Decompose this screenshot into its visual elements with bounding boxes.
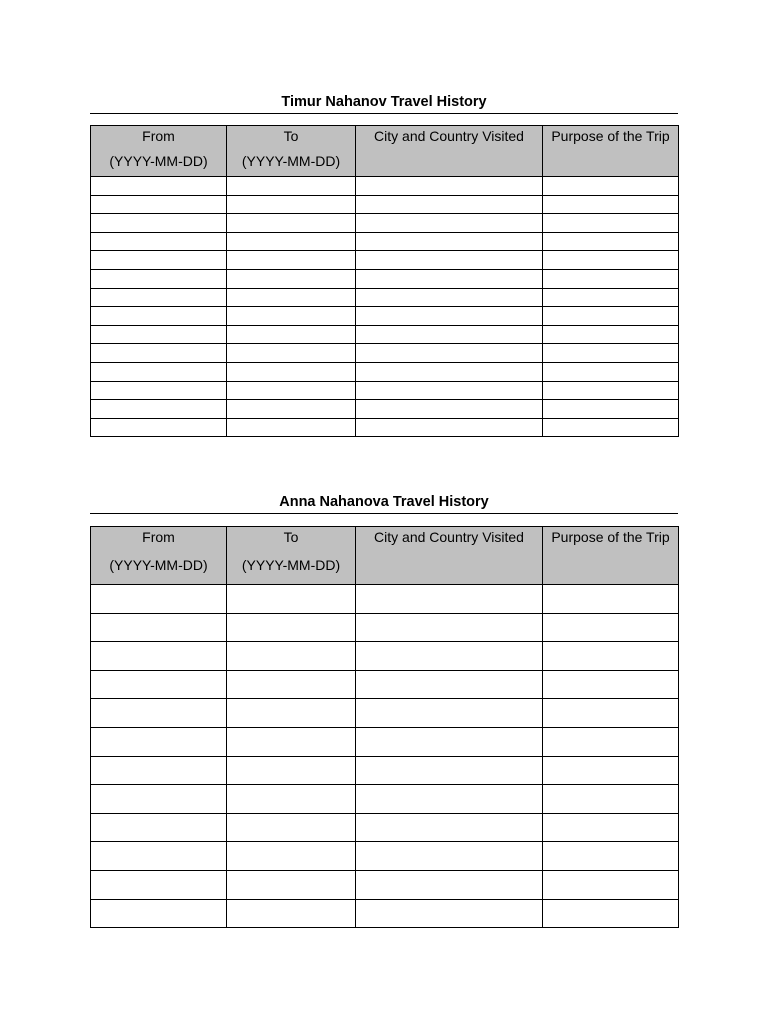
column-header-label: From: [142, 128, 175, 144]
cell-from[interactable]: [91, 418, 227, 437]
cell-to[interactable]: [227, 288, 356, 307]
cell-to[interactable]: [227, 870, 356, 899]
cell-city-country[interactable]: [356, 362, 543, 381]
cell-from[interactable]: [91, 325, 227, 344]
table-row: [91, 418, 679, 437]
column-header-from: [91, 527, 227, 585]
table-row: [91, 613, 679, 642]
column-header-from: [91, 126, 227, 177]
travel-history-table: [90, 526, 679, 928]
cell-purpose[interactable]: [543, 899, 679, 928]
cell-purpose[interactable]: [543, 214, 679, 233]
cell-from[interactable]: [91, 670, 227, 699]
cell-to[interactable]: [227, 195, 356, 214]
cell-purpose[interactable]: [543, 418, 679, 437]
cell-purpose[interactable]: [543, 813, 679, 842]
column-header-city-country: [356, 126, 543, 177]
column-header-format: (YYYY-MM-DD): [109, 557, 208, 573]
cell-from[interactable]: [91, 177, 227, 196]
cell-purpose[interactable]: [543, 870, 679, 899]
cell-purpose[interactable]: [543, 269, 679, 288]
cell-to[interactable]: [227, 362, 356, 381]
cell-city-country[interactable]: [356, 288, 543, 307]
cell-city-country[interactable]: [356, 381, 543, 400]
cell-city-country[interactable]: [356, 344, 543, 363]
column-header-format: (YYYY-MM-DD): [241, 557, 341, 573]
cell-city-country[interactable]: [356, 727, 543, 756]
cell-to[interactable]: [227, 214, 356, 233]
cell-from[interactable]: [91, 400, 227, 419]
cell-to[interactable]: [227, 232, 356, 251]
cell-from[interactable]: [91, 251, 227, 270]
table-row: [91, 232, 679, 251]
cell-from[interactable]: [91, 813, 227, 842]
cell-to[interactable]: [227, 177, 356, 196]
cell-from[interactable]: [91, 870, 227, 899]
section-title: Timur Nahanov Travel History: [90, 93, 678, 114]
cell-city-country[interactable]: [356, 177, 543, 196]
cell-city-country[interactable]: [356, 842, 543, 871]
column-header-label: To: [283, 529, 299, 545]
table-row: [91, 381, 679, 400]
table-row: [91, 642, 679, 671]
cell-purpose[interactable]: [543, 400, 679, 419]
cell-from[interactable]: [91, 642, 227, 671]
column-header-to: [227, 527, 356, 585]
cell-from[interactable]: [91, 842, 227, 871]
cell-purpose[interactable]: [543, 785, 679, 814]
cell-from[interactable]: [91, 362, 227, 381]
cell-to[interactable]: [227, 842, 356, 871]
cell-city-country[interactable]: [356, 195, 543, 214]
cell-to[interactable]: [227, 756, 356, 785]
cell-purpose[interactable]: [543, 177, 679, 196]
cell-to[interactable]: [227, 344, 356, 363]
table-row: [91, 400, 679, 419]
cell-city-country[interactable]: [356, 756, 543, 785]
table-row: [91, 177, 679, 196]
table-row: [91, 899, 679, 928]
cell-to[interactable]: [227, 418, 356, 437]
cell-from[interactable]: [91, 756, 227, 785]
cell-from[interactable]: [91, 381, 227, 400]
cell-purpose[interactable]: [543, 344, 679, 363]
table-row: [91, 870, 679, 899]
cell-from[interactable]: [91, 727, 227, 756]
cell-to[interactable]: [227, 307, 356, 326]
column-header-label: Purpose of the Trip: [551, 529, 670, 545]
travel-history-section-timur: [90, 93, 678, 437]
cell-city-country[interactable]: [356, 642, 543, 671]
travel-history-section-anna: [90, 493, 678, 928]
cell-from[interactable]: [91, 214, 227, 233]
cell-to[interactable]: [227, 381, 356, 400]
cell-purpose[interactable]: [543, 613, 679, 642]
cell-city-country[interactable]: [356, 813, 543, 842]
cell-to[interactable]: [227, 642, 356, 671]
column-header-label: City and Country Visited: [374, 529, 524, 545]
cell-city-country[interactable]: [356, 214, 543, 233]
section-title: Anna Nahanova Travel History: [90, 493, 678, 514]
column-header-purpose: [543, 126, 679, 177]
column-header-purpose: [543, 527, 679, 585]
travel-history-table: [90, 125, 679, 437]
cell-city-country[interactable]: [356, 325, 543, 344]
cell-to[interactable]: [227, 585, 356, 614]
column-header-label: To: [283, 128, 299, 144]
cell-purpose[interactable]: [543, 325, 679, 344]
table-row: [91, 325, 679, 344]
cell-city-country[interactable]: [356, 613, 543, 642]
column-header-label: Purpose of the Trip: [551, 128, 670, 144]
column-header-format: (YYYY-MM-DD): [109, 153, 208, 169]
cell-to[interactable]: [227, 269, 356, 288]
table-row: [91, 785, 679, 814]
column-header-label: From: [142, 529, 175, 545]
cell-to[interactable]: [227, 325, 356, 344]
table-row: [91, 344, 679, 363]
cell-from[interactable]: [91, 288, 227, 307]
cell-purpose[interactable]: [543, 381, 679, 400]
cell-purpose[interactable]: [543, 362, 679, 381]
table-row: [91, 288, 679, 307]
cell-purpose[interactable]: [543, 232, 679, 251]
cell-to[interactable]: [227, 813, 356, 842]
cell-purpose[interactable]: [543, 642, 679, 671]
cell-city-country[interactable]: [356, 870, 543, 899]
table-body: [91, 177, 679, 437]
table-row: [91, 214, 679, 233]
cell-to[interactable]: [227, 899, 356, 928]
table-row: [91, 585, 679, 614]
cell-purpose[interactable]: [543, 251, 679, 270]
cell-purpose[interactable]: [543, 727, 679, 756]
table-header-row: [91, 126, 679, 177]
cell-to[interactable]: [227, 785, 356, 814]
cell-city-country[interactable]: [356, 269, 543, 288]
cell-from[interactable]: [91, 699, 227, 728]
column-header-format: (YYYY-MM-DD): [241, 153, 341, 169]
column-header-city-country: [356, 527, 543, 585]
table-row: [91, 195, 679, 214]
cell-to[interactable]: [227, 727, 356, 756]
table-row: [91, 307, 679, 326]
cell-from[interactable]: [91, 307, 227, 326]
table-row: [91, 813, 679, 842]
cell-from[interactable]: [91, 585, 227, 614]
cell-from[interactable]: [91, 344, 227, 363]
cell-city-country[interactable]: [356, 400, 543, 419]
cell-to[interactable]: [227, 613, 356, 642]
cell-city-country[interactable]: [356, 418, 543, 437]
cell-from[interactable]: [91, 899, 227, 928]
table-row: [91, 842, 679, 871]
column-header-label: City and Country Visited: [374, 128, 524, 144]
cell-from[interactable]: [91, 613, 227, 642]
column-header-to: [227, 126, 356, 177]
cell-to[interactable]: [227, 699, 356, 728]
table-row: [91, 670, 679, 699]
cell-purpose[interactable]: [543, 756, 679, 785]
cell-purpose[interactable]: [543, 195, 679, 214]
cell-from[interactable]: [91, 269, 227, 288]
cell-city-country[interactable]: [356, 785, 543, 814]
cell-purpose[interactable]: [543, 670, 679, 699]
cell-from[interactable]: [91, 785, 227, 814]
cell-to[interactable]: [227, 251, 356, 270]
table-row: [91, 269, 679, 288]
table-header-row: [91, 527, 679, 585]
cell-purpose[interactable]: [543, 585, 679, 614]
cell-purpose[interactable]: [543, 842, 679, 871]
cell-city-country[interactable]: [356, 251, 543, 270]
cell-city-country[interactable]: [356, 307, 543, 326]
table-row: [91, 699, 679, 728]
cell-purpose[interactable]: [543, 699, 679, 728]
cell-from[interactable]: [91, 232, 227, 251]
cell-city-country[interactable]: [356, 232, 543, 251]
cell-to[interactable]: [227, 670, 356, 699]
cell-city-country[interactable]: [356, 585, 543, 614]
cell-to[interactable]: [227, 400, 356, 419]
table-body: [91, 585, 679, 928]
table-row: [91, 727, 679, 756]
cell-purpose[interactable]: [543, 307, 679, 326]
cell-city-country[interactable]: [356, 670, 543, 699]
table-row: [91, 362, 679, 381]
cell-from[interactable]: [91, 195, 227, 214]
cell-city-country[interactable]: [356, 899, 543, 928]
cell-city-country[interactable]: [356, 699, 543, 728]
cell-purpose[interactable]: [543, 288, 679, 307]
table-row: [91, 756, 679, 785]
table-row: [91, 251, 679, 270]
